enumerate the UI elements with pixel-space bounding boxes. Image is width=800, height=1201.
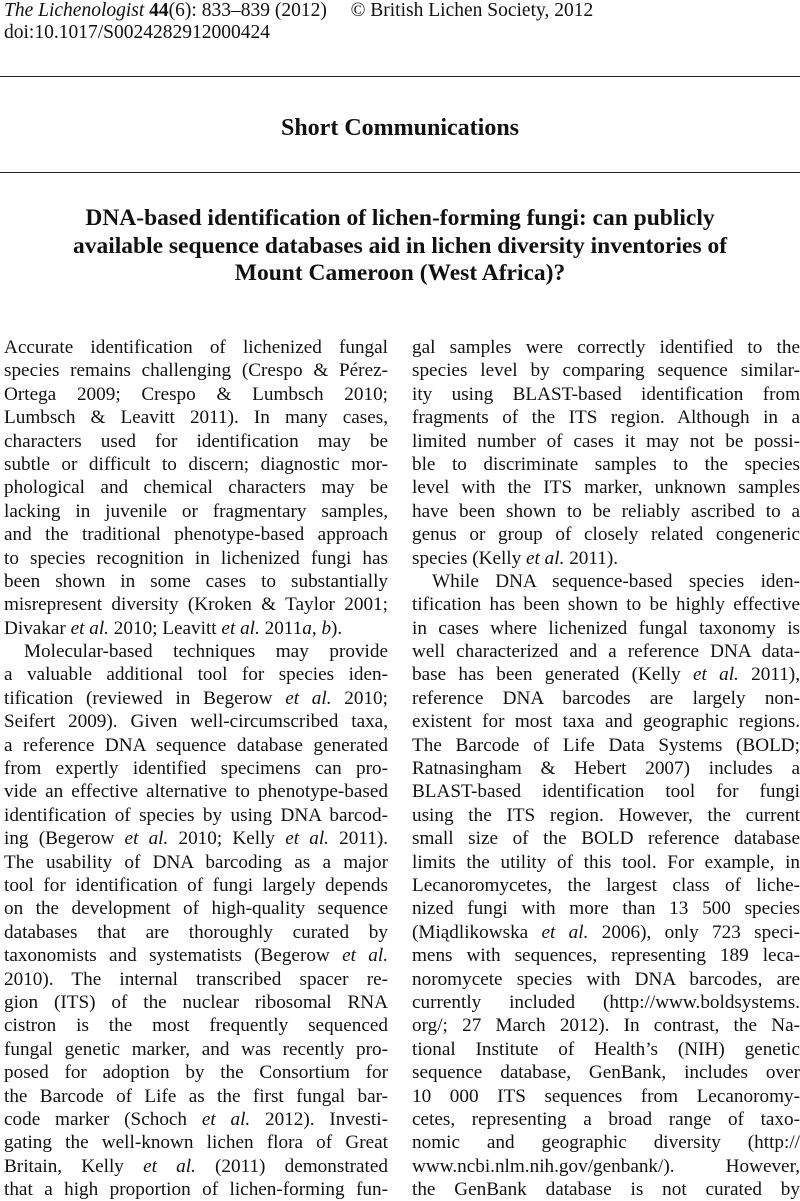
body-text-line: ble to discriminate samples to the species (412, 453, 800, 475)
body-text-line: limits the utility of this tool. For example, in (412, 851, 800, 873)
body-text-line: gion (ITS) of the nuclear ribosomal RNA (4, 991, 388, 1013)
body-text-line: nomic and geographic diversity (http:// (412, 1132, 800, 1154)
body-text-line: and the traditional phenotype-based approach (4, 524, 388, 546)
body-text-line: Britain, Kelly et al. (2011) demonstrated (4, 1155, 388, 1177)
body-text-line: on the development of high-quality sequence (4, 898, 388, 920)
body-text-line: characters used for identification may be (4, 430, 388, 452)
body-text-line: ity using BLAST-based identification from (412, 383, 800, 405)
journal-year: (2012) (274, 0, 327, 21)
body-text-line: tification (reviewed in Begerow et al. 2010; (4, 687, 388, 709)
body-text-line: The usability of DNA barcoding as a major (4, 851, 388, 873)
body-text-line: (Miądlikowska et al. 2006), only 723 speci- (412, 921, 800, 943)
section-rule (0, 172, 800, 173)
copyright-notice: © British Lichen Society, 2012 (350, 0, 594, 21)
body-text-line: identification of species by using DNA barcod- (4, 804, 388, 826)
body-text-line: sequence database, GenBank, includes over (412, 1062, 800, 1084)
body-text-line: nized fungi with more than 13 500 species (412, 898, 800, 920)
body-text-line: While DNA sequence-based species iden- (432, 570, 800, 592)
body-text-line: The Barcode of Life Data Systems (BOLD; (412, 734, 800, 756)
title-line: available sequence databases aid in lichen diversity inventories of (72, 232, 728, 259)
body-text-line: Molecular-based techniques may provide (24, 641, 388, 663)
body-text-line: code marker (Schoch et al. 2012). Investi- (4, 1108, 388, 1130)
body-text-line: well characterized and a reference DNA data- (412, 641, 800, 663)
body-text-line: databases that are thoroughly curated by (4, 921, 388, 943)
body-text-line: Seifert 2009). Given well-circumscribed taxa, (4, 711, 388, 733)
body-text-line: the Barcode of Life as the first fungal bar- (4, 1085, 388, 1107)
body-text-line: Ratnasingham & Hebert 2007) includes a (412, 758, 800, 780)
body-text-line: that a high proportion of lichen-forming fun- (4, 1179, 388, 1201)
body-text-line: 2010). The internal transcribed spacer re- (4, 968, 388, 990)
journal-volume: 44 (149, 0, 169, 21)
body-text-line: tool for identification of fungi largely depends (4, 874, 388, 896)
header-rule (0, 76, 800, 77)
journal-issue-pages: (6): 833–839 (168, 0, 270, 21)
body-text-line: org/; 27 March 2012). In contrast, the Na- (412, 1015, 800, 1037)
body-text-line: a reference DNA sequence database generated (4, 734, 388, 756)
body-text-line: currently included (http://www.boldsystems. (412, 991, 800, 1013)
body-text-line: misrepresent diversity (Kroken & Taylor 2001; (4, 594, 388, 616)
article-title (14, 205, 786, 288)
body-text-line: cistron is the most frequently sequenced (4, 1015, 388, 1037)
body-text-line: phological and chemical characters may be (4, 477, 388, 499)
body-text-line: in cases where lichenized fungal taxonomy is (412, 617, 800, 639)
body-text-line: tification has been shown to be highly effective (412, 594, 800, 616)
body-text-line: Accurate identification of lichenized fungal (4, 337, 388, 358)
body-text-line: fragments of the ITS region. Although in a (412, 407, 800, 429)
body-text-line: taxonomists and systematists (Begerow et al. (4, 945, 388, 967)
body-text-line: www.ncbi.nlm.nih.gov/genbank/). However, (412, 1155, 800, 1177)
body-text-line: the GenBank database is not curated by (412, 1179, 800, 1201)
running-header (4, 0, 593, 22)
body-text-line: tional Institute of Health’s (NIH) genetic (412, 1038, 800, 1060)
doi[interactable]: doi:10.1017/S0024282912000424 (4, 22, 270, 43)
body-text-line: using the ITS region. However, the current (412, 804, 800, 826)
body-text-line: fungal genetic marker, and was recently pro- (4, 1038, 388, 1060)
body-text-line: a valuable additional tool for species iden- (4, 664, 388, 686)
body-text-line: species remains challenging (Crespo & Pérez- (4, 360, 388, 382)
body-text-line: Lecanoromycetes, the largest class of liche- (412, 874, 800, 896)
body-text-line: small size of the BOLD reference database (412, 828, 800, 850)
body-text-line: Ortega 2009; Crespo & Lumbsch 2010; (4, 383, 388, 405)
body-text-line: noromycete species with DNA barcodes, are (412, 968, 800, 990)
body-text-line: species level by comparing sequence similar- (412, 360, 800, 382)
body-text-line: species (Kelly et al. 2011). (412, 547, 619, 569)
body-text-line: have been shown to be reliably ascribed to a (412, 500, 800, 522)
body-text-line: limited number of cases it may not be possi- (412, 430, 800, 452)
body-text-line: base has been generated (Kelly et al. 2011), (412, 664, 800, 686)
body-text-line: genus or group of closely related congeneric (412, 524, 800, 546)
body-text-line: reference DNA barcodes are largely non- (412, 687, 800, 709)
body-text-line: ing (Begerow et al. 2010; Kelly et al. 2011). (4, 828, 388, 850)
title-line: DNA-based identification of lichen-forming fungi: can publicly (85, 205, 715, 231)
body-text-line: from expertly identified specimens can pro- (4, 758, 388, 780)
body-text-line: gal samples were correctly identified to the (412, 337, 800, 358)
body-text-line: existent for most taxa and geographic regions. (412, 711, 800, 733)
journal-name: The Lichenologist (4, 0, 145, 21)
body-text-line: been shown in some cases to substantially (4, 570, 388, 592)
body-text-line: BLAST-based identification tool for fungi (412, 781, 800, 803)
left-column (4, 336, 388, 1201)
body-text-line: cetes, representing a broad range of taxo- (412, 1108, 800, 1130)
body-text-line: Divakar et al. 2010; Leavitt et al. 2011a, b). (4, 617, 343, 639)
body-text-line: mens with sequences, representing 189 leca- (412, 945, 800, 967)
right-column (412, 336, 800, 1201)
body-text-line: to species recognition in lichenized fungi has (4, 547, 388, 569)
body-text-line: gating the well-known lichen flora of Great (4, 1132, 388, 1154)
body-text-line: Lumbsch & Leavitt 2011). In many cases, (4, 407, 388, 429)
body-text-line: subtle or difficult to discern; diagnostic mor- (4, 453, 388, 475)
section-heading: Short Communications (280, 115, 520, 141)
body-text-line: posed for adoption by the Consortium for (4, 1062, 388, 1084)
body-text-line: 10 000 ITS sequences from Lecanoromy- (412, 1085, 800, 1107)
title-line: Mount Cameroon (West Africa)? (234, 260, 566, 286)
body-text-line: vide an effective alternative to phenotype-based (4, 781, 388, 803)
body-text-line: lacking in juvenile or fragmentary samples, (4, 500, 388, 522)
body-text-line: level with the ITS marker, unknown samples (412, 477, 800, 499)
